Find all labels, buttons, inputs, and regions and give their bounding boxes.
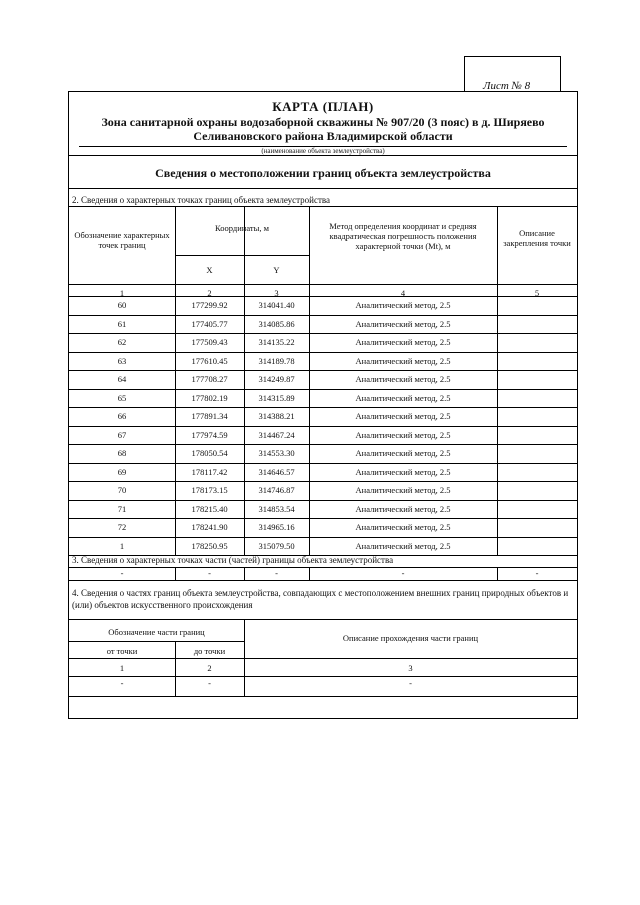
table-cell-point: 61 bbox=[117, 318, 127, 329]
header-method: Метод определения координат и средняя квадратическая погрешность положения характерной точки (Mt), м bbox=[329, 221, 477, 251]
column-number: 2 bbox=[207, 288, 212, 298]
table-cell-x: 177891.34 bbox=[191, 411, 228, 421]
table-cell-y: 314746.87 bbox=[258, 485, 295, 495]
table-cell-point: 64 bbox=[117, 374, 127, 384]
table-cell-x: 177802.19 bbox=[191, 392, 228, 403]
table-cell-method: Аналитический метод, 2.5 bbox=[355, 522, 451, 532]
table-cell-point: 67 bbox=[117, 429, 127, 440]
table-cell-method: Аналитический метод, 2.5 bbox=[355, 503, 451, 514]
table-cell-x: 178241.90 bbox=[191, 522, 228, 532]
part2-title: 2. Сведения о характерных точках границ объекта землеустройства bbox=[72, 195, 331, 205]
table-cell-x: 178050.54 bbox=[191, 448, 228, 458]
header-part-description: Описание прохождения части границ bbox=[342, 633, 479, 643]
table-cell-empty: - bbox=[120, 568, 124, 578]
column-number: 3 bbox=[274, 288, 279, 298]
table-cell-method: Аналитический метод, 2.5 bbox=[355, 318, 451, 329]
zone-title: Зона санитарной охраны водозаборной скважины № 907/20 (3 пояс) в д. Ширяево Селивановского района Владимирской области bbox=[101, 115, 545, 143]
table-cell-method: Аналитический метод, 2.5 bbox=[355, 411, 451, 421]
header-description: Описание закрепления точки bbox=[503, 228, 571, 248]
part4-title: 4. Сведения о частях границ объекта землеустройства, совпадающих с местоположением внешних границ природных объектов и (или) объектов искусственного происхождения bbox=[72, 588, 569, 610]
table-cell-method: Аналитический метод, 2.5 bbox=[355, 448, 451, 458]
table-cell-y: 315079.50 bbox=[258, 540, 295, 551]
header-coordinates: Координаты, м bbox=[215, 223, 269, 233]
header-x: X bbox=[206, 265, 213, 275]
column-number: 3 bbox=[408, 663, 413, 673]
table-cell-y: 314388.21 bbox=[258, 411, 295, 421]
table-cell-x: 178250.95 bbox=[191, 540, 228, 551]
header-part-designation: Обозначение части границ bbox=[108, 627, 205, 637]
table-cell-method: Аналитический метод, 2.5 bbox=[355, 466, 451, 477]
table-cell-empty: - bbox=[409, 678, 412, 688]
column-number: 1 bbox=[119, 288, 125, 298]
document-frame bbox=[68, 91, 578, 719]
table-cell-y: 314965.16 bbox=[258, 522, 295, 532]
column-number: 1 bbox=[119, 663, 125, 673]
part3-title: 3. Сведения о характерных точках части (частей) границы объекта землеустройства bbox=[72, 555, 394, 565]
sheet-number: Лист № 8 bbox=[483, 80, 531, 92]
table-cell-x: 177974.59 bbox=[191, 429, 228, 440]
column-number: 2 bbox=[207, 663, 212, 673]
table-cell-method: Аналитический метод, 2.5 bbox=[355, 374, 451, 384]
table-cell-point: 69 bbox=[117, 466, 127, 477]
header-to-point: до точки bbox=[193, 646, 226, 656]
table-cell-y: 314853.54 bbox=[258, 503, 295, 514]
section-title: Сведения о местоположении границ объекта землеустройства bbox=[155, 166, 491, 180]
table-cell-method: Аналитический метод, 2.5 bbox=[355, 300, 451, 310]
table-cell-y: 314315.89 bbox=[258, 392, 295, 403]
table-cell-method: Аналитический метод, 2.5 bbox=[355, 485, 451, 495]
table-cell-x: 178215.40 bbox=[191, 503, 228, 514]
table-cell-x: 177299.92 bbox=[191, 300, 228, 310]
table-cell-method: Аналитический метод, 2.5 bbox=[355, 337, 451, 347]
table-cell-x: 177405.77 bbox=[191, 318, 228, 329]
table-cell-x: 177610.45 bbox=[191, 355, 228, 366]
table-cell-method: Аналитический метод, 2.5 bbox=[355, 540, 451, 551]
table-cell-empty: - bbox=[208, 678, 211, 688]
table-cell-empty: - bbox=[208, 568, 211, 578]
table-cell-point: 63 bbox=[117, 355, 127, 366]
table-cell-empty: - bbox=[535, 568, 539, 578]
column-number: 5 bbox=[534, 288, 540, 298]
table-cell-empty: - bbox=[120, 678, 124, 688]
table-cell-point: 1 bbox=[119, 540, 125, 551]
header-from-point: от точки bbox=[106, 646, 138, 656]
table-cell-y: 314553.30 bbox=[258, 448, 295, 458]
table-cell-y: 314467.24 bbox=[258, 429, 295, 440]
table-cell-point: 65 bbox=[117, 392, 127, 403]
table-cell-y: 314041.40 bbox=[258, 300, 295, 310]
table-cell-method: Аналитический метод, 2.5 bbox=[355, 392, 451, 403]
table-cell-x: 178117.42 bbox=[191, 466, 228, 477]
table-cell-point: 70 bbox=[117, 485, 127, 495]
page-title: КАРТА (ПЛАН) bbox=[272, 99, 374, 114]
table-cell-x: 177708.27 bbox=[191, 374, 228, 384]
header-point-designation: Обозначение характерных точек границ bbox=[74, 230, 170, 250]
table-cell-point: 72 bbox=[117, 522, 127, 532]
zone-caption: (наименование объекта землеустройства) bbox=[261, 147, 385, 155]
table-cell-y: 314085.86 bbox=[258, 318, 295, 329]
table-cell-point: 62 bbox=[117, 337, 127, 347]
column-number: 4 bbox=[400, 288, 406, 298]
sheet-number-box bbox=[464, 56, 561, 92]
table-cell-y: 314135.22 bbox=[258, 337, 295, 347]
table-cell-method: Аналитический метод, 2.5 bbox=[355, 355, 451, 366]
table-cell-method: Аналитический метод, 2.5 bbox=[355, 429, 451, 440]
table-cell-y: 314249.87 bbox=[258, 374, 295, 384]
table-cell-y: 314646.57 bbox=[258, 466, 295, 477]
table-cell-y: 314189.78 bbox=[258, 355, 295, 366]
table-cell-point: 71 bbox=[117, 503, 127, 514]
table-cell-x: 178173.15 bbox=[191, 485, 228, 495]
table-cell-point: 68 bbox=[117, 448, 127, 458]
table-cell-empty: - bbox=[401, 568, 405, 578]
table-cell-point: 66 bbox=[117, 411, 127, 421]
table-cell-x: 177509.43 bbox=[191, 337, 228, 347]
header-y: Y bbox=[273, 265, 280, 275]
table-cell-empty: - bbox=[275, 568, 278, 578]
table-cell-point: 60 bbox=[117, 300, 127, 310]
